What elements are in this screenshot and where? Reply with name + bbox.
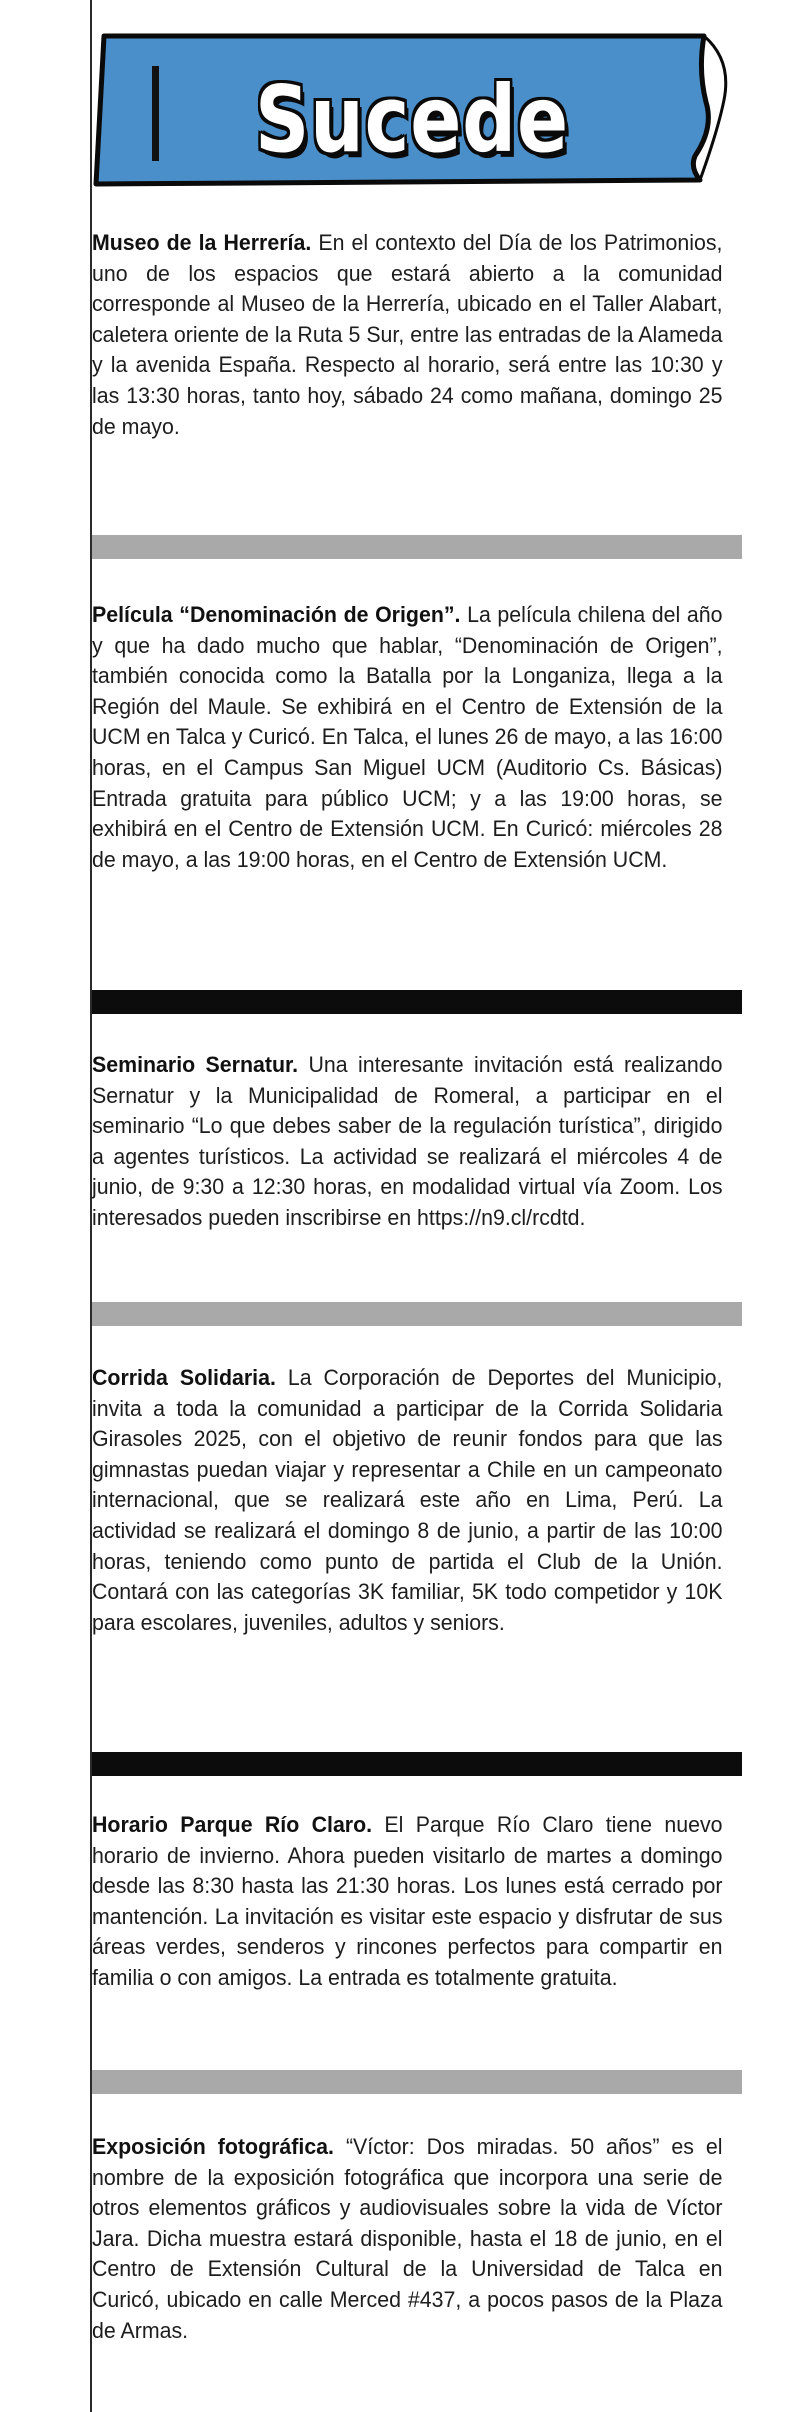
separator-black	[92, 990, 742, 1014]
item-heading: Exposición fotográfica.	[92, 2134, 334, 2159]
item-body: La Corporación de Deportes del Municipio, invita a toda la comunidad a participar de la Corrida Solidaria Girasoles 2025, con el objetivo de reunir fondos para que las gimnastas puedan viajar y representar a Chile en un campeonato internacional, que se realizará este año en Lima, Perú. La actividad se realizará el domingo 8 de junio, a partir de las 10:00 horas, teniendo como punto de partida el Club de la Unión. Contará con las categorías 3K familiar, 5K todo competidor y 10K para escolares, juveniles, adultos y seniors.	[92, 1365, 723, 1635]
news-item-seminario	[92, 1050, 723, 1234]
separator-gray	[92, 2070, 742, 2094]
item-body: En el contexto del Día de los Patrimonios, uno de los espacios que estará abierto a la comunidad corresponde al Museo de la Herrería, ubicado en el Taller Alabart, caletera oriente de la Ruta 5 Sur, entre las entradas de la Alameda y la avenida España. Respecto al horario, será entre las 10:30 y las 13:30 horas, tanto hoy, sábado 24 como mañana, domingo 25 de mayo.	[92, 230, 723, 439]
item-heading: Museo de la Herrería.	[92, 230, 312, 255]
section-title: Sucede	[254, 66, 570, 173]
news-item-exposicion	[92, 2132, 723, 2346]
news-item-parque	[92, 1810, 723, 1994]
item-body: La película chilena del año y que ha dado mucho que hablar, “Denominación de Origen”, también conocida como la Batalla por la Longaniza, llega a la Región del Maule. Se exhibirá en el Centro de Extensión de la UCM en Talca y Curicó. En Talca, el lunes 26 de mayo, a las 16:00 horas, en el Campus San Miguel UCM (Auditorio Cs. Básicas) Entrada gratuita para público UCM; y a las 19:00 horas, se exhibirá en el Centro de Extensión UCM. En Curicó: miércoles 28 de mayo, a las 19:00 horas, en el Centro de Extensión UCM.	[92, 602, 723, 872]
separator-gray	[92, 535, 742, 559]
item-body: El Parque Río Claro tiene nuevo horario de invierno. Ahora pueden visitarlo de martes a domingo desde las 8:30 hasta las 21:30 horas. Los lunes está cerrado por mantención. La invitación es visitar este espacio y disfrutar de sus áreas verdes, senderos y rincones perfectos para compartir en familia o con amigos. La entrada es totalmente gratuita.	[92, 1812, 723, 1990]
item-body: “Víctor: Dos miradas. 50 años” es el nombre de la exposición fotográfica que incorpora una serie de otros elementos gráficos y audiovisuales sobre la vida de Víctor Jara. Dicha muestra estará disponible, hasta el 18 de junio, en el Centro de Extensión Cultural de la Universidad de Talca en Curicó, ubicado en calle Merced #437, a pocos pasos de la Plaza de Armas.	[92, 2134, 723, 2343]
separator-gray	[92, 1302, 742, 1326]
item-body: Una interesante invitación está realizando Sernatur y la Municipalidad de Romeral, a participar en el seminario “Lo que debes saber de la regulación turística”, dirigido a agentes turísticos. La actividad se realizará el miércoles 4 de junio, de 9:30 a 12:30 horas, en modalidad virtual vía Zoom. Los interesados pueden inscribirse en https://n9.cl/rcdtd.	[92, 1052, 723, 1230]
item-heading: Corrida Solidaria.	[92, 1365, 276, 1390]
item-heading: Película “Denominación de Origen”.	[92, 602, 461, 627]
item-heading: Horario Parque Río Claro.	[92, 1812, 373, 1837]
news-item-corrida	[92, 1363, 723, 1638]
item-heading: Seminario Sernatur.	[92, 1052, 299, 1077]
news-item-pelicula	[92, 600, 723, 875]
section-header	[92, 30, 742, 210]
header-accent-bar	[152, 66, 159, 161]
news-item-museo	[92, 228, 723, 442]
separator-black	[92, 1752, 742, 1776]
